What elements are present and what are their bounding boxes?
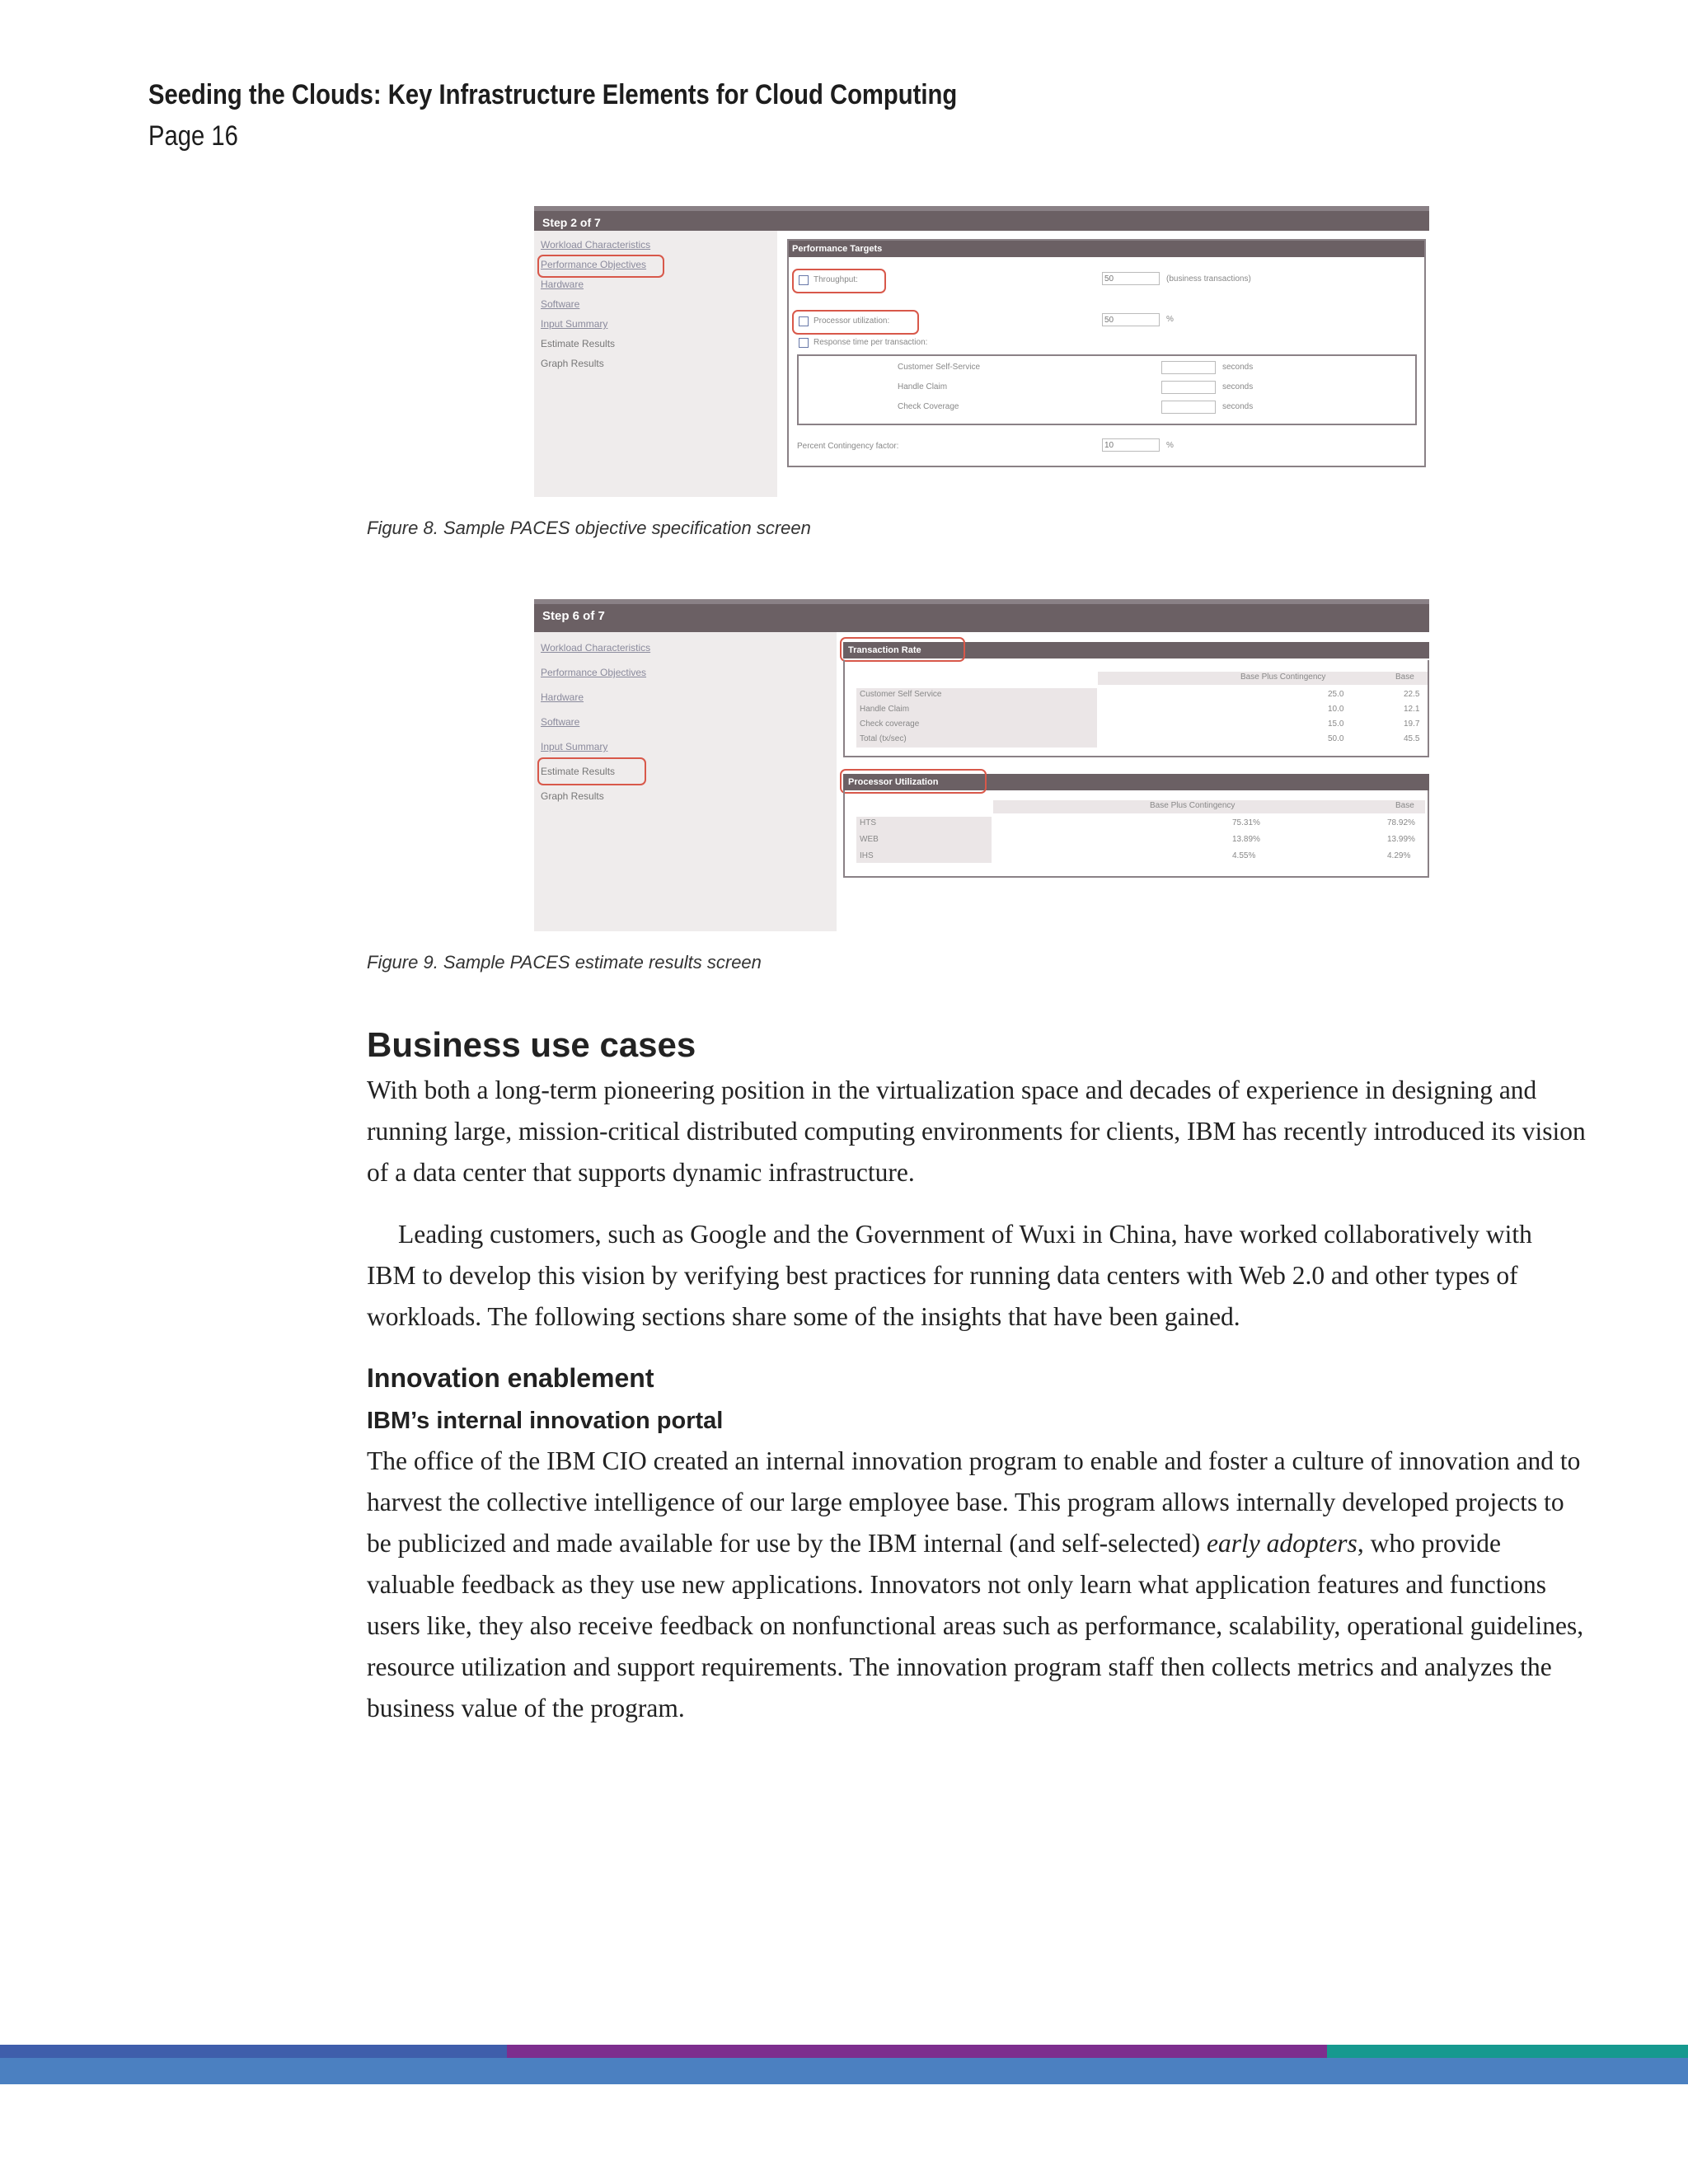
nav-item-graph[interactable]: Graph Results bbox=[541, 790, 604, 802]
seconds-unit: seconds bbox=[1222, 363, 1254, 372]
row-value: 10.0 bbox=[1328, 705, 1344, 714]
seconds-unit: seconds bbox=[1222, 382, 1254, 391]
subheading-portal: IBM’s internal innovation portal bbox=[367, 1408, 724, 1434]
processor-utilization-header: Processor Utilization bbox=[843, 774, 1429, 790]
row-value: 4.29% bbox=[1387, 851, 1411, 860]
subheading-innovation: Innovation enablement bbox=[367, 1363, 654, 1393]
document-title: Seeding the Clouds: Key Infrastructure Elements for Cloud Computing bbox=[148, 79, 958, 110]
nav-item-estimate[interactable]: Estimate Results bbox=[541, 766, 616, 777]
col-header: Base bbox=[1395, 673, 1414, 682]
figure-8-caption: Figure 8. Sample PACES objective specification screen bbox=[367, 518, 811, 538]
row-label: Handle Claim bbox=[860, 705, 910, 714]
step-bar: Step 6 of 7 bbox=[534, 599, 1429, 632]
contingency-input[interactable]: 10 bbox=[1102, 438, 1160, 452]
nav-item-workload[interactable]: Workload Characteristics bbox=[541, 642, 651, 654]
contingency-label: Percent Contingency factor: bbox=[797, 442, 899, 451]
paragraph-2-text: Leading customers, such as Google and the Government of Wuxi in China, have worked collaboratively with IBM to develop this vision by verifying best practices for running data centers with Web 2.0 and other types of workloads. The following sections share some of the insights that have been gained. bbox=[367, 1220, 1532, 1331]
main-area bbox=[837, 632, 1429, 931]
footer-stripe-blue bbox=[0, 2045, 507, 2058]
row-value: 13.99% bbox=[1387, 835, 1415, 844]
nav-item-performance[interactable]: Performance Objectives bbox=[541, 667, 647, 678]
row-label: Customer Self Service bbox=[860, 690, 942, 699]
response-box bbox=[797, 354, 1417, 425]
row-value: 13.89% bbox=[1232, 835, 1260, 844]
processor-utilization-table bbox=[843, 790, 1429, 878]
throughput-input[interactable]: 50 bbox=[1102, 272, 1160, 285]
nav-item-hardware[interactable]: Hardware bbox=[541, 279, 584, 290]
wizard-nav bbox=[534, 632, 837, 931]
nav-item-input-summary[interactable]: Input Summary bbox=[541, 318, 608, 330]
nav-item-workload[interactable]: Workload Characteristics bbox=[541, 239, 651, 251]
footer-stripe-light-blue bbox=[0, 2058, 1688, 2084]
row-label: Total (tx/sec) bbox=[860, 734, 907, 743]
paragraph-3-text bbox=[367, 1441, 1587, 1729]
figure-9-screenshot bbox=[534, 599, 1429, 931]
highlight-box bbox=[840, 637, 965, 662]
nav-item-software[interactable]: Software bbox=[541, 716, 580, 728]
transaction-rate-header: Transaction Rate bbox=[843, 642, 1429, 658]
footer-stripe-teal bbox=[1327, 2045, 1688, 2058]
processor-input[interactable]: 50 bbox=[1102, 313, 1160, 326]
processor-checkbox[interactable] bbox=[799, 316, 809, 326]
row-value: 22.5 bbox=[1404, 690, 1420, 699]
highlight-box bbox=[537, 255, 664, 278]
nav-item-estimate[interactable]: Estimate Results bbox=[541, 338, 616, 349]
transaction-rate-table bbox=[843, 660, 1429, 757]
figure-8-screenshot bbox=[534, 206, 1429, 497]
highlight-box bbox=[537, 757, 646, 785]
transaction-input[interactable] bbox=[1161, 381, 1216, 394]
row-value: 19.7 bbox=[1404, 719, 1420, 729]
footer-stripe-purple bbox=[507, 2045, 1327, 2058]
response-checkbox[interactable] bbox=[799, 338, 809, 348]
row-value: 75.31% bbox=[1232, 818, 1260, 827]
row-value: 45.5 bbox=[1404, 734, 1420, 743]
step-bar: Step 2 of 7 bbox=[534, 206, 1429, 231]
throughput-checkbox[interactable] bbox=[799, 275, 809, 285]
nav-item-graph[interactable]: Graph Results bbox=[541, 358, 604, 369]
row-value: 15.0 bbox=[1328, 719, 1344, 729]
section-heading: Business use cases bbox=[367, 1025, 696, 1064]
nav-item-input-summary[interactable]: Input Summary bbox=[541, 741, 608, 752]
throughput-unit: (business transactions) bbox=[1166, 274, 1251, 284]
col-header: Base Plus Contingency bbox=[1240, 673, 1326, 682]
row-value: 12.1 bbox=[1404, 705, 1420, 714]
transaction-label: Handle Claim bbox=[898, 382, 948, 391]
nav-item-performance[interactable]: Performance Objectives bbox=[541, 259, 647, 270]
throughput-label: Throughput: bbox=[814, 275, 858, 284]
paragraph-3-part-a: The office of the IBM CIO created an internal innovation program to enable and foster a culture of innovation and to harvest the collective intelligence of our large employee base. This program allows internally developed projects to be publicized and made available for use by the IBM internal (and self-selected) bbox=[367, 1446, 1581, 1558]
row-label: Check coverage bbox=[860, 719, 920, 729]
transaction-label: Check Coverage bbox=[898, 402, 959, 411]
row-label: IHS bbox=[860, 851, 874, 860]
performance-targets-panel bbox=[787, 239, 1426, 467]
page-number: Page 16 bbox=[148, 120, 238, 152]
paragraph-1 bbox=[367, 1070, 1587, 1193]
processor-unit: % bbox=[1166, 315, 1174, 324]
row-label: WEB bbox=[860, 835, 879, 844]
paragraph-1-text: With both a long-term pioneering position in the virtualization space and decades of experience in designing and running large, mission-critical distributed computing environments for clients, IBM has recently introduced its vision of a data center that supports dynamic infrastructure. bbox=[367, 1076, 1586, 1187]
paragraph-3-part-b: , who provide valuable feedback as they use new applications. Innovators not only learn what application features and functions users like, they also receive feedback on nonfunctional areas such as performance, scalability, operational guidelines, resource utilization and support requirements. The innovation program staff then collects metrics and analyzes the business value of the program. bbox=[367, 1529, 1584, 1722]
nav-item-software[interactable]: Software bbox=[541, 298, 580, 310]
paragraph-3 bbox=[367, 1441, 1587, 1729]
transaction-input[interactable] bbox=[1161, 401, 1216, 414]
processor-label: Processor utilization: bbox=[814, 316, 890, 326]
col-header: Base Plus Contingency bbox=[1150, 801, 1236, 810]
response-label: Response time per transaction: bbox=[814, 338, 928, 347]
row-value: 25.0 bbox=[1328, 690, 1344, 699]
seconds-unit: seconds bbox=[1222, 402, 1254, 411]
contingency-unit: % bbox=[1166, 441, 1174, 450]
wizard-nav bbox=[534, 231, 777, 497]
transaction-input[interactable] bbox=[1161, 361, 1216, 374]
row-label: HTS bbox=[860, 818, 876, 827]
paragraph-2 bbox=[367, 1214, 1587, 1338]
panel-title: Performance Targets bbox=[789, 241, 1424, 257]
nav-item-hardware[interactable]: Hardware bbox=[541, 691, 584, 703]
early-adopters-term: early adopters bbox=[1206, 1529, 1357, 1558]
row-value: 78.92% bbox=[1387, 818, 1415, 827]
row-value: 50.0 bbox=[1328, 734, 1344, 743]
transaction-label: Customer Self-Service bbox=[898, 363, 981, 372]
col-header: Base bbox=[1395, 801, 1414, 810]
row-value: 4.55% bbox=[1232, 851, 1256, 860]
main-area bbox=[777, 231, 1429, 497]
figure-9-caption: Figure 9. Sample PACES estimate results screen bbox=[367, 952, 762, 972]
